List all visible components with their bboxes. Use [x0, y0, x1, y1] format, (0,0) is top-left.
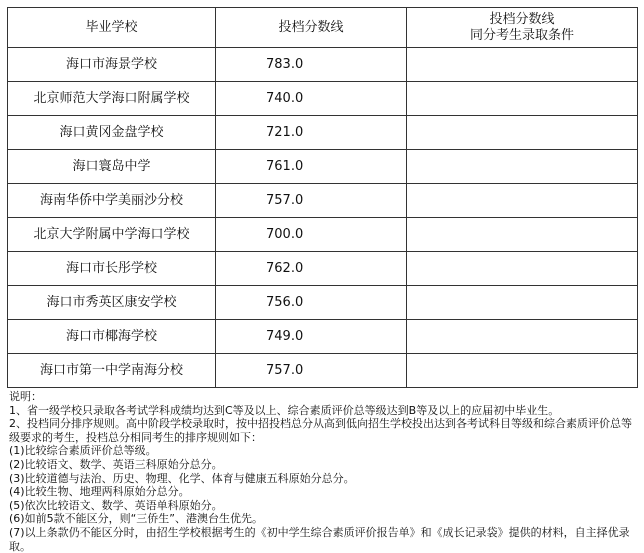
header-school: 毕业学校	[8, 8, 216, 48]
note-item-1: 1、省一级学校只录取各考试学科成绩均达到C等及以上、综合素质评价总等级达到B等及以上的应届初中毕业生。	[9, 403, 560, 417]
tie-condition	[407, 184, 638, 218]
table-row	[8, 48, 638, 82]
table-row	[8, 184, 638, 218]
note-rule-1: (1)比较综合素质评价总等级。	[9, 444, 157, 458]
header-score: 投档分数线	[216, 8, 407, 48]
score-value: 757.0	[216, 184, 407, 218]
score-value: 740.0	[216, 82, 407, 116]
tie-condition	[407, 218, 638, 252]
score-value: 756.0	[216, 286, 407, 320]
note-rule-6: (6)如前5款不能区分，则“三侨生”、港澳台生优先。	[9, 512, 263, 526]
tie-condition	[407, 82, 638, 116]
score-value: 783.0	[216, 48, 407, 82]
score-value: 757.0	[216, 354, 407, 388]
school-name: 海口寰岛中学	[8, 150, 216, 184]
table-header-row	[8, 8, 638, 48]
score-value: 700.0	[216, 218, 407, 252]
tie-condition	[407, 116, 638, 150]
table-row	[8, 320, 638, 354]
school-name: 海口市秀英区康安学校	[8, 286, 216, 320]
tie-condition	[407, 150, 638, 184]
tie-condition	[407, 252, 638, 286]
table-row	[8, 150, 638, 184]
table-row	[8, 82, 638, 116]
table-row	[8, 252, 638, 286]
score-value: 721.0	[216, 116, 407, 150]
admission-sheet	[7, 7, 637, 553]
note-rule-3: (3)比较道德与法治、历史、物理、化学、体育与健康五科原始分总分。	[9, 471, 355, 485]
school-name: 海口黄冈金盘学校	[8, 116, 216, 150]
tie-condition	[407, 354, 638, 388]
header-condition	[407, 8, 638, 48]
school-name: 海口市长彤学校	[8, 252, 216, 286]
school-name: 海口市海景学校	[8, 48, 216, 82]
note-rule-2: (2)比较语文、数学、英语三科原始分总分。	[9, 457, 223, 471]
school-name: 海口市第一中学南海分校	[8, 354, 216, 388]
table-row	[8, 286, 638, 320]
school-name: 海南华侨中学美丽沙分校	[8, 184, 216, 218]
header-condition-line1: 投档分数线	[489, 11, 555, 27]
score-value: 762.0	[216, 252, 407, 286]
school-name: 北京大学附属中学海口学校	[8, 218, 216, 252]
note-rule-7: (7)以上条款仍不能区分时，由招生学校根据考生的《初中学生综合素质评价报告单》和《成长记录袋》提供的材料，自主择优录取。	[9, 525, 630, 553]
tie-condition	[407, 320, 638, 354]
score-value: 749.0	[216, 320, 407, 354]
note-item-2: 2、投档同分排序规则。高中阶段学校录取时，按中招投档总分从高到低向招生学校投出达到各考试科目等级和综合素质评价总等级要求的考生，投档总分相同考生的排序规则如下：	[9, 417, 632, 444]
note-rule-5: (5)依次比较语文、数学、英语单科原始分。	[9, 498, 223, 512]
tie-condition	[407, 48, 638, 82]
header-condition-line2: 同分考生录取条件	[469, 27, 574, 43]
score-value: 761.0	[216, 150, 407, 184]
notes-section	[7, 390, 637, 553]
notes-title: 说明：	[9, 390, 42, 403]
note-rule-4: (4)比较生物、地理两科原始分总分。	[9, 485, 190, 499]
tie-condition	[407, 286, 638, 320]
table-row	[8, 354, 638, 388]
table-row	[8, 218, 638, 252]
score-table	[7, 7, 638, 388]
school-name: 海口市椰海学校	[8, 320, 216, 354]
table-row	[8, 116, 638, 150]
school-name: 北京师范大学海口附属学校	[8, 82, 216, 116]
